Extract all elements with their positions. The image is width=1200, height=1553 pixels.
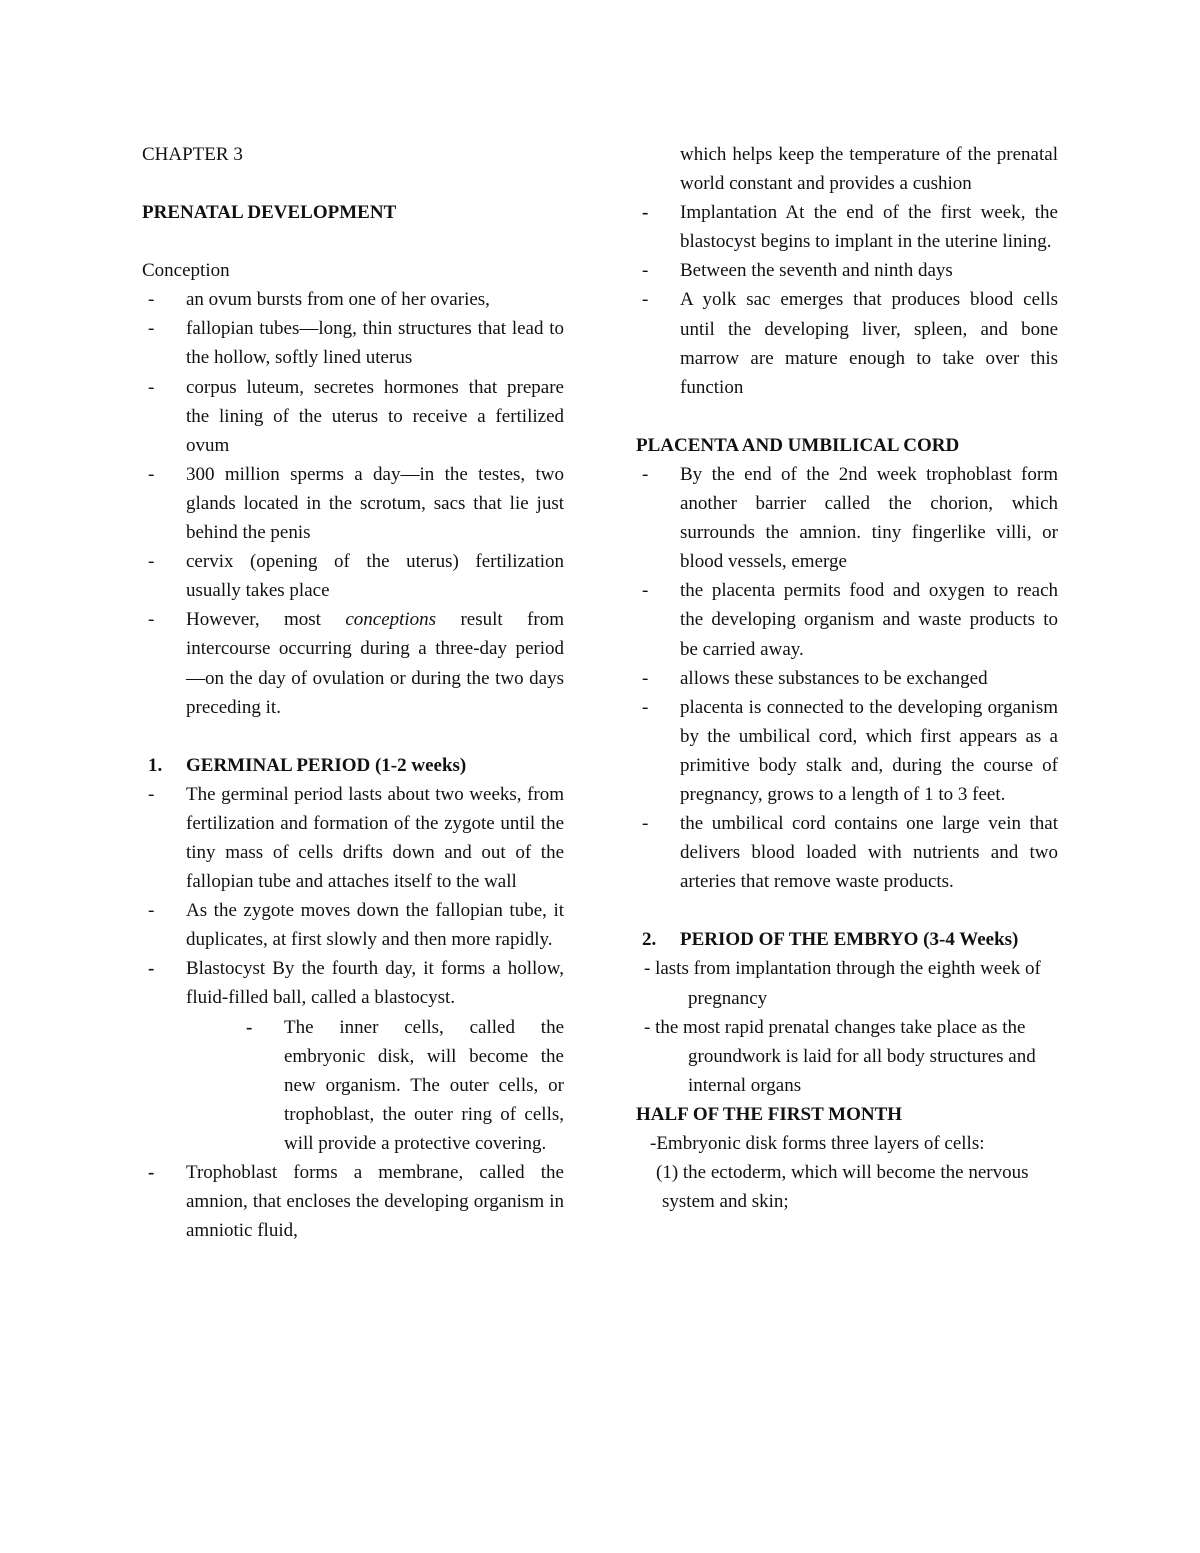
chapter-label: CHAPTER 3: [142, 144, 243, 165]
bullet-dash: -: [642, 289, 649, 311]
list-item: - Implantation At the end of the first week, the blastocyst begins to implant in the uterine lining.: [636, 198, 1058, 256]
bullet-dash: -: [642, 202, 649, 224]
list-item: - an ovum bursts from one of her ovaries,: [142, 285, 564, 314]
right-column: [636, 140, 1058, 1216]
nested-list-item: - The inner cells, called the embryonic disk, will become the new organism. The outer cells, or trophoblast, the outer ring of cells, will provide a protective covering.: [240, 1013, 564, 1158]
bullet-dash: -: [148, 318, 155, 340]
bullet-dash: -: [642, 696, 649, 718]
list-item: - 300 million sperms a day—in the testes, two glands located in the scrotum, sacs that lie just behind the penis: [142, 460, 564, 547]
bullet-dash: -: [642, 463, 649, 485]
conception-heading: Conception: [142, 260, 230, 282]
paragraph: (1) the ectoderm, which will become the nervous system and skin;: [656, 1162, 1029, 1213]
bullet-dash: -: [148, 609, 155, 631]
list-item: - A yolk sac emerges that produces blood cells until the developing liver, spleen, and bone marrow are mature enough to take over this function: [636, 285, 1058, 401]
bullet-dash: -: [642, 667, 649, 689]
bullet-dash: -: [246, 1016, 253, 1038]
left-column: [142, 140, 564, 1245]
paragraph: -Embryonic disk forms three layers of cells:: [650, 1133, 985, 1154]
list-item: - However, most conceptions result from intercourse occurring during a three-day period—on the day of ovulation or during the two days preceding it.: [142, 605, 564, 721]
list-item: - corpus luteum, secretes hormones that prepare the lining of the uterus to receive a fertilized ovum: [142, 373, 564, 460]
list-item: - Blastocyst By the fourth day, it forms a hollow, fluid-filled ball, called a blastocyst.: [142, 954, 564, 1012]
continuation-text: which helps keep the temperature of the prenatal world constant and provides a cushion: [680, 144, 1058, 195]
list-item: - Trophoblast forms a membrane, called the amnion, that encloses the developing organism in amniotic fluid,: [142, 1158, 564, 1245]
list-item: - fallopian tubes—long, thin structures that lead to the hollow, softly lined uterus: [142, 314, 564, 372]
bullet-dash: -: [148, 289, 155, 311]
bullet-dash: -: [642, 580, 649, 602]
list-item: - the most rapid prenatal changes take place as the groundwork is laid for all body structures and internal organs: [644, 1016, 1036, 1096]
list-item: - allows these substances to be exchanged: [636, 664, 1058, 693]
germinal-period-heading: 1. GERMINAL PERIOD (1-2 weeks): [148, 754, 467, 776]
bullet-dash: -: [148, 376, 155, 398]
bullet-dash: -: [642, 813, 649, 835]
list-item: - The germinal period lasts about two weeks, from fertilization and formation of the zygote until the tiny mass of cells drifts down and out of the fallopian tube and attaches itself to the wall: [142, 780, 564, 896]
bullet-dash: -: [148, 551, 155, 573]
half-first-month-heading: HALF OF THE FIRST MONTH: [636, 1103, 903, 1125]
list-item: - As the zygote moves down the fallopian tube, it duplicates, at first slowly and then more rapidly.: [142, 896, 564, 954]
bullet-dash: -: [642, 260, 649, 282]
list-item: - lasts from implantation through the eighth week of pregnancy: [644, 958, 1041, 1009]
embryo-period-heading: 2. PERIOD OF THE EMBRYO (3-4 Weeks): [642, 929, 1019, 951]
placenta-heading: PLACENTA AND UMBILICAL CORD: [636, 434, 960, 456]
document-title: PRENATAL DEVELOPMENT: [142, 202, 397, 224]
list-item: - placenta is connected to the developing organism by the umbilical cord, which first appears as a primitive body stalk and, during the course of pregnancy, grows to a length of 1 to 3 feet.: [636, 693, 1058, 809]
list-item: - cervix (opening of the uterus) fertilization usually takes place: [142, 547, 564, 605]
bullet-dash: -: [148, 1162, 155, 1183]
list-item: - the umbilical cord contains one large vein that delivers blood loaded with nutrients and two arteries that remove waste products.: [636, 809, 1058, 896]
bullet-dash: -: [148, 900, 155, 922]
list-item: - the placenta permits food and oxygen to reach the developing organism and waste products to be carried away.: [636, 576, 1058, 663]
list-item: - By the end of the 2nd week trophoblast form another barrier called the chorion, which surrounds the amnion. tiny fingerlike villi, or blood vessels, emerge: [636, 460, 1058, 576]
bullet-dash: -: [148, 958, 155, 980]
bullet-dash: -: [148, 463, 155, 485]
list-item: - Between the seventh and ninth days: [636, 256, 1058, 285]
bullet-dash: -: [148, 783, 155, 805]
